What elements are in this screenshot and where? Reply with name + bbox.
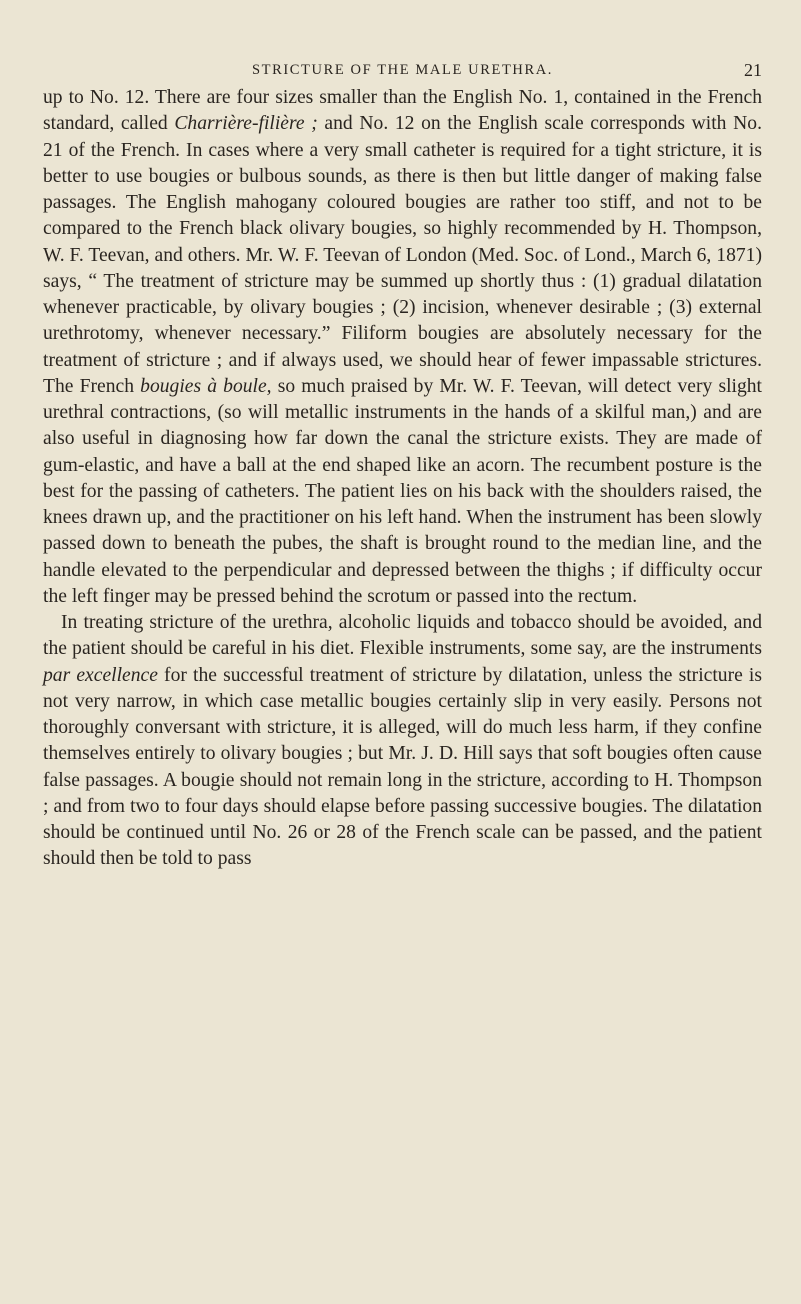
italic-term-bougies-a-boule: bougies à boule, bbox=[140, 375, 272, 397]
text-run: and No. 12 on the English scale corresponds with No. 21 of the French. In cases where a very small catheter is required for a tight stricture, it is better to use bougies or bulbous sounds, as there is then but little danger of making false passages. The English mahogany coloured bougies are rather too stiff, and not to be compared to the French black olivary bougies, so highly recommended by H. Thompson, W. F. Teevan, and others. Mr. W. F. Teevan of London (Med. Soc. of Lond., March 6, 1871) says, “ The treatment of stricture may be summed up shortly thus : (1) gradual dilatation whenever practicable, by olivary bougies ; (2) incision, whenever desirable ; (3) external urethrotomy, whenever necessary.” Filiform bougies are absolutely necessary for the treatment of stricture ; and if always used, we should hear of fewer impassable strictures. The French bbox=[43, 113, 762, 397]
text-run: for the successful treatment of stricture by dilatation, unless the stricture is not very narrow, in which case metallic bougies certainly slip in very easily. Persons not thoroughly conversant with stricture, it is alleged, will do much less harm, if they confine themselves entirely to olivary bougies ; but Mr. J. D. Hill says that soft bougies often cause false passages. A bougie should not remain long in the stricture, according to H. Thompson ; and from two to four days should elapse before passing successive bougies. The dilatation should be continued until No. 26 or 28 of the French scale can be passed, and the patient should then be told to pass bbox=[43, 664, 762, 870]
text-run: up to No. 12. There are four sizes smaller than the English No. 1, contained in the French standard, called bbox=[43, 87, 762, 135]
running-header bbox=[43, 58, 762, 82]
text-run: so much praised by Mr. W. F. Teevan, will detect very slight urethral contractions, (so will metallic instruments in the hands of a skilful man,) and are also useful in diagnosing how far down the canal the stricture exists. They are made of gum-elastic, and have a ball at the end shaped like an acorn. The recumbent posture is the best for the passing of catheters. The patient lies on his back with the shoulders raised, the knees drawn up, and the practitioner on his left hand. When the instrument has been slowly passed down to beneath the pubes, the shaft is brought round to the median line, and the handle elevated to the perpendicular and depressed between the thighs ; if difficulty occur the left finger may be pressed behind the scrotum or passed into the rectum. bbox=[43, 375, 762, 607]
running-title: STRICTURE OF THE MALE URETHRA. bbox=[251, 62, 554, 78]
italic-term-charriere-filiere: Charrière-filière ; bbox=[174, 113, 318, 135]
text-run: In treating stricture of the urethra, alcoholic liquids and tobacco should be avoided, and the patient should be careful in his diet. Flexible instruments, some say, are the instruments bbox=[43, 612, 762, 660]
paragraph-treating-stricture bbox=[43, 610, 762, 873]
page-number: 21 bbox=[744, 60, 762, 80]
paragraph-continued bbox=[43, 85, 762, 610]
body-text bbox=[43, 85, 762, 873]
italic-term-par-excellence: par excellence bbox=[43, 664, 158, 686]
